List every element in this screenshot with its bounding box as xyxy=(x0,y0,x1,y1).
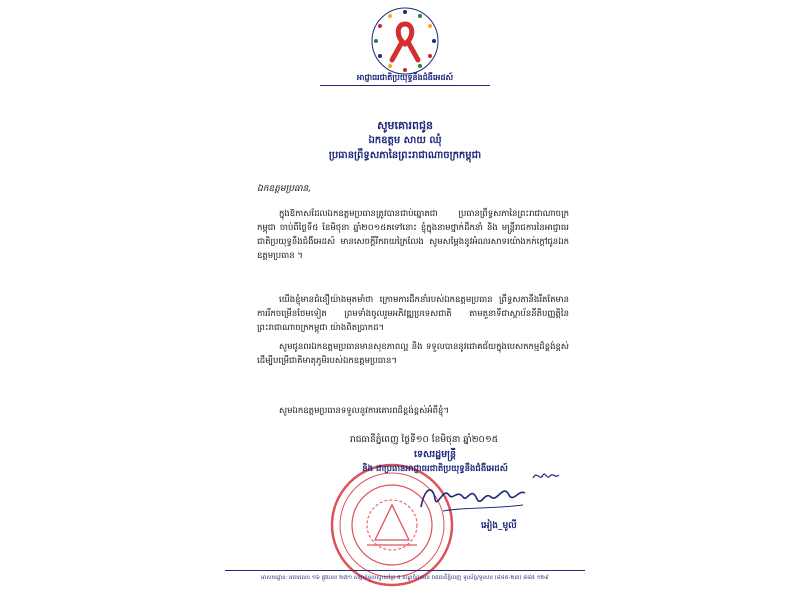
letter-paragraph: សូមជូនពរឯកឧត្តមប្រធានមានសុខភាពល្អ និង ទទួលបាននូវជោគជ័យក្នុងបេសកកម្មដ៏ខ្ពង់ខ្ពស់ដើម្បីបម្រើជាតិមាតុភូមិរបស់ឯកឧត្តមប្រធាន។ xyxy=(257,342,569,366)
recipient-name: ឯកឧត្តម សាយ ឈុំ xyxy=(368,135,442,146)
signature-title-line2: និង ជាប្រធានអាជ្ញាធរជាតិប្រយុទ្ធនឹងជំងឺអេដស៍ xyxy=(362,464,508,474)
recipient-greeting: សូមគោរពជូន xyxy=(377,119,433,132)
date-line: រាជធានីភ្នំពេញ ថ្ងៃទី១០ ខែមិថុនា ឆ្នាំ២០១៥ xyxy=(350,435,499,445)
signature-title xyxy=(325,448,545,476)
red-ribbon-logo-icon xyxy=(368,4,442,78)
recipient-title: ប្រធានព្រឹទ្ធសភានៃព្រះរាជាណាចក្រកម្ពុជា xyxy=(328,150,482,161)
letter-paragraph: ក្នុងឱកាសដែលឯកឧត្តមប្រធានត្រូវបានជាប់ឆ្នោតជា ប្រធានព្រឹទ្ធសភានៃព្រះរាជាណាចក្រកម្ពុជា ចាប់ពីថ្ងៃទី៥ ខែមិថុនា ឆ្នាំ២០១៥តទៅនោះ ខ្ញុំក្នុងនាមថ្នាក់ដឹកនាំ និង មន្ត្រីរាជការនៃអាជ្ញាធរជាតិប្រយុទ្ធនឹងជំងឺអេដស៍ មានសេចក្តីរីករាយក្រៃលែង សូមសម្តែងនូវអំណរសាទរយ៉ាងកក់ក្តៅជូនឯកឧត្តមប្រធាន ។ xyxy=(257,209,569,261)
salutation: ឯកឧត្តមប្រធាន, xyxy=(257,184,312,194)
recipient-address xyxy=(225,118,585,163)
letter-paragraph: យើងខ្ញុំមានជំនឿយ៉ាងមុតមាំថា ក្រោមការដឹកនាំរបស់ឯកឧត្តមប្រធាន ព្រឹទ្ធសភានឹងរឹតតែមានការរីកចម្រើនថែមទៀត ព្រមទាំងចូលរួមអភិវឌ្ឍប្រទេសជាតិ តាមតួនាទីជាស្ថាប័ននីតិបញ្ញត្តិនៃព្រះរាជាណាចក្រកម្ពុជា យ៉ាងពិតប្រាកដ។ xyxy=(257,295,569,333)
signer-name: អៀង_មូលី xyxy=(481,521,517,531)
footer-address: អាសយដ្ឋាន: អគារលេខ ១៦ ផ្លូវលេខ ២៧១ សង្កាត់ទួលស្វាយព្រៃ II ខណ្ឌចំការមន រាជធានីភ្នំពេញ ទូរស័ព្ទ/ទូរសារ (៨៥៥-២៣) ៨៨៥ ១២៩ xyxy=(225,570,585,582)
handwritten-signature-icon xyxy=(413,477,538,517)
signature-title-line1: ទេសរដ្ឋមន្ត្រី xyxy=(413,449,457,460)
letter-paragraph: សូមឯកឧត្តមប្រធានទទួលនូវការគោរពដ៏ខ្ពង់ខ្ពស់អំពីខ្ញុំ។ xyxy=(279,406,449,416)
organization-name: អាជ្ញាធរជាតិប្រយុទ្ធនឹងជំងឺអេដស៍ xyxy=(320,72,490,86)
letter-page xyxy=(225,0,585,600)
